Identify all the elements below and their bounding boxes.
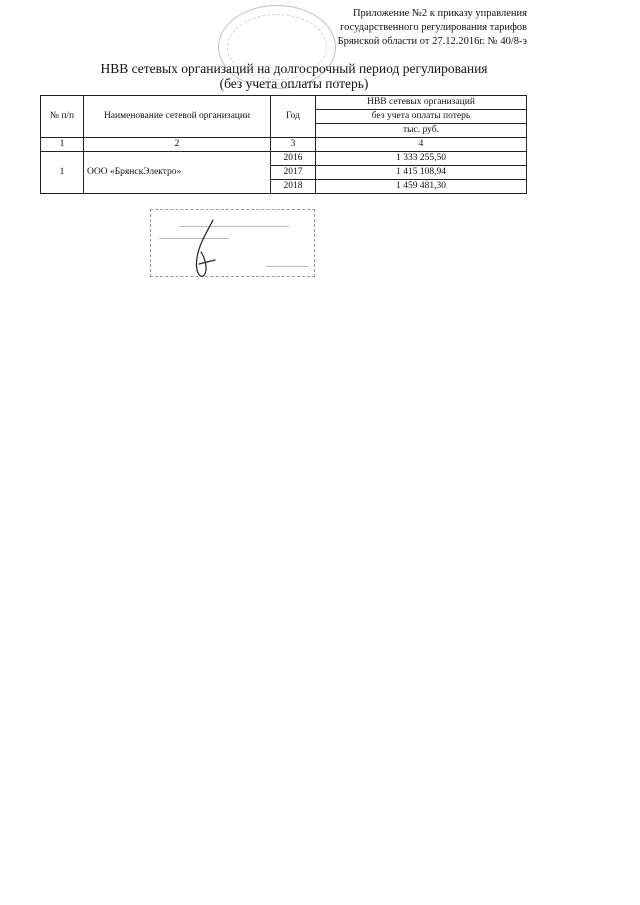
row-value: 1 333 255,50 <box>316 152 527 166</box>
row-year: 2016 <box>271 152 316 166</box>
appendix-line-1: Приложение №2 к приказу управления <box>352 8 527 19</box>
signature-line-3 <box>266 266 308 267</box>
signature-icon <box>185 214 245 284</box>
nvv-table <box>40 95 527 194</box>
row-value: 1 459 481,30 <box>316 180 527 194</box>
column-number-1: 1 <box>41 138 84 152</box>
row-value: 1 415 108,94 <box>316 166 527 180</box>
header-name: Наименование сетевой организации <box>84 96 271 138</box>
table-row <box>41 152 527 166</box>
header-row <box>41 96 527 110</box>
appendix-line-3: Брянской области от 27.12.2016г. № 40/8-э <box>337 36 527 47</box>
header-year: Год <box>271 96 316 138</box>
org-name: ООО «БрянскЭлектро» <box>84 152 271 194</box>
header-num: № п/п <box>41 96 84 138</box>
row-year: 2018 <box>271 180 316 194</box>
appendix-line-2: государственного регулирования тарифов <box>340 22 527 33</box>
document-title <box>40 61 548 91</box>
header-value-line-2: без учета оплаты потерь <box>316 110 527 124</box>
column-number-3: 3 <box>271 138 316 152</box>
column-number-row <box>41 138 527 152</box>
column-number-4: 4 <box>316 138 527 152</box>
row-year: 2017 <box>271 166 316 180</box>
title-line-1: НВВ сетевых организаций на долгосрочный период регулирования <box>100 61 488 76</box>
appendix-header <box>338 7 527 49</box>
org-num: 1 <box>41 152 84 194</box>
title-line-2: (без учета оплаты потерь) <box>219 76 369 91</box>
header-unit: тыс. руб. <box>316 124 527 138</box>
column-number-2: 2 <box>84 138 271 152</box>
header-value-line-1: НВВ сетевых организаций <box>316 96 527 110</box>
